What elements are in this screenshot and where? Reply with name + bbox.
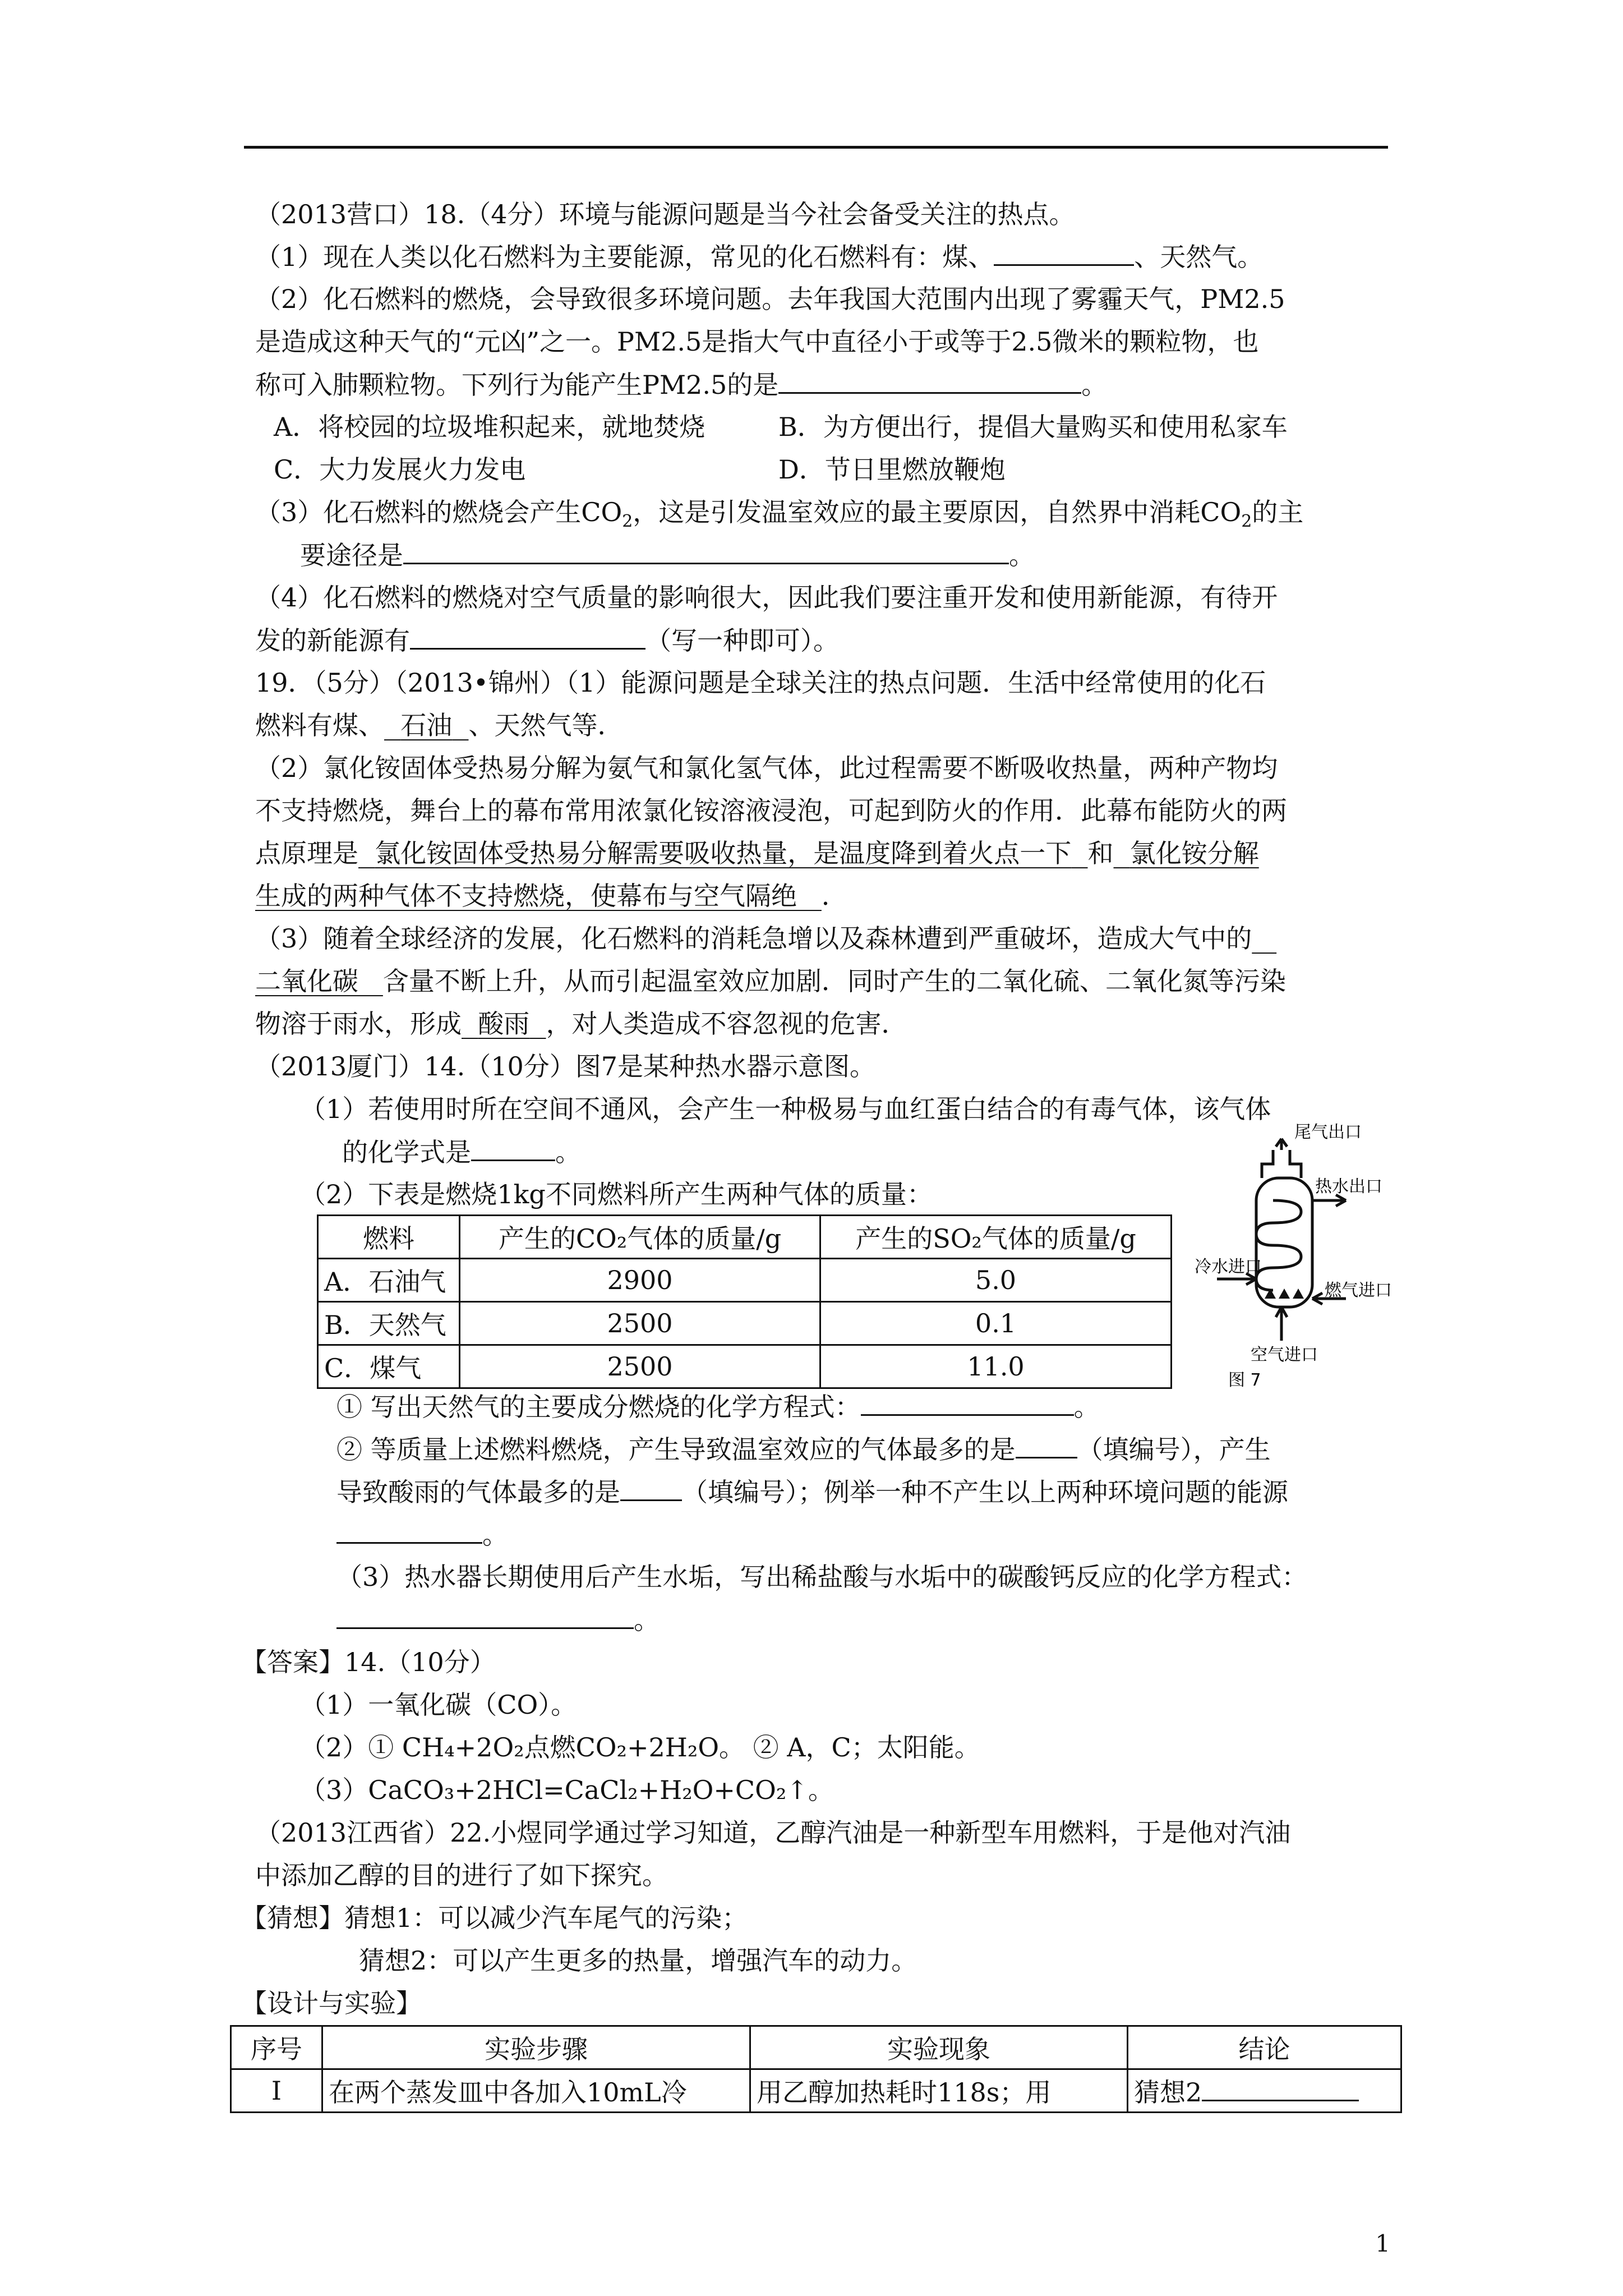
q14-blank-1[interactable] [471,1135,555,1161]
table-cell: A．石油气 [318,1259,460,1302]
q14-blank-2[interactable] [861,1389,1074,1416]
q22-guess2: 猜想2：可以产生更多的热量，增强汽车的动力。 [359,1945,917,1976]
table-cell: 0.1 [820,1302,1172,1345]
q18-blank-3[interactable] [403,538,1009,564]
page-number: 1 [1375,2230,1390,2257]
table-cell: 5.0 [820,1259,1172,1302]
table-header-cell: 产生的SO₂气体的质量/g [820,1216,1172,1259]
q14-blank-3[interactable] [1016,1432,1077,1458]
q19-line2: 燃料有煤、 石油 、天然气等． [255,710,624,740]
q18-option-a: A．将校园的垃圾堆积起来，就地焚烧 [274,412,706,442]
q18-title: （2013营口）18.（4分）环境与能源问题是当今社会备受关注的热点。 [255,199,1075,229]
q18-part4-line2: 发的新能源有 （写一种即可）。 [255,623,839,657]
table-cell: 2900 [460,1259,820,1302]
q22-design-heading: 【设计与实验】 [241,1988,422,2018]
q22-line2: 中添加乙醇的目的进行了如下探究。 [255,1860,668,1890]
q19-answer-3: 氯化铵分解 [1129,838,1259,868]
q14-part2: （2）下表是燃烧1kg不同燃料所产生两种气体的质量： [300,1179,933,1209]
q18-part4-line1: （4）化石燃料的燃烧对空气质量的影响很大，因此我们要注重开发和使用新能源，有待开 [255,582,1278,613]
figure-label-top: 尾气出口 [1294,1122,1362,1142]
table-header-cell: 燃料 [318,1216,460,1259]
table-header-row [318,1216,1172,1259]
q18-blank-4[interactable] [410,623,645,650]
q14-part1-line1: （1）若使用时所在空间不通风，会产生一种极易与血红蛋白结合的有毒气体，该气体 [300,1094,1271,1124]
q19-line6: 生成的两种气体不支持燃烧，使幕布与空气隔绝 ． [255,881,847,911]
q22-line1: （2013江西省）22.小煜同学通过学习知道，乙醇汽油是一种新型车用燃料，于是他对汽油 [255,1818,1291,1848]
q18-part3-line2: 要途径是 。 [300,538,1035,572]
table-cell: C．煤气 [318,1345,460,1388]
q18-blank-2[interactable] [778,367,1081,394]
table-row [231,2069,1401,2113]
q14-sub2-line3: 。 [336,1517,508,1552]
q22-experiment-table [230,2025,1402,2113]
table-cell: 猜想2 [1128,2069,1401,2113]
q18-option-b: B．为方便出行，提倡大量购买和使用私家车 [778,412,1288,442]
table-cell: 2500 [460,1302,820,1345]
table-cell: 在两个蒸发皿中各加入10mL冷 [322,2069,750,2113]
table-cell: 用乙醇加热耗时118s；用 [750,2069,1128,2113]
table-row [318,1302,1172,1345]
table-header-cell: 实验步骤 [322,2026,750,2069]
q19-line8: 二氧化碳 含量不断上升，从而引起温室效应加剧．同时产生的二氧化硫、二氧化氮等污染 [255,966,1286,996]
q19-line9: 物溶于雨水，形成 酸雨 ，对人类造成不容忽视的危害． [255,1009,907,1039]
q19-line1: 19．（5分）（2013•锦州）（1）能源问题是全球关注的热点问题．生活中经常使用的化石 [255,668,1266,698]
table-header-cell: 结论 [1128,2026,1401,2069]
answer-3: （3）CaCO₃+2HCl=CaCl₂+H₂O+CO₂↑。 [300,1775,834,1805]
q18-blank-1[interactable] [994,240,1134,266]
q18-option-d: D．节日里燃放鞭炮 [778,454,1006,485]
q14-part1-line2: 的化学式是 。 [342,1135,581,1169]
q18-part1: （1）现在人类以化石燃料为主要能源，常见的化石燃料有：煤、 、天然气。 [255,240,1263,274]
q19-answer-4: 二氧化碳 [255,966,358,996]
q14-sub2-line1: ② 等质量上述燃料燃烧，产生导致温室效应的气体最多的是 （填编号），产生 [336,1432,1271,1466]
answer-1: （1）一氧化碳（CO）。 [300,1690,577,1720]
table-header-cell: 产生的CO₂气体的质量/g [460,1216,820,1259]
table-header-cell: 序号 [231,2026,322,2069]
q18-part2-line2: 是造成这种天气的“元凶”之一。PM2.5是指大气中直径小于或等于2.5微米的颗粒物，也 [255,326,1259,357]
table-cell: B．天然气 [318,1302,460,1345]
table-cell: Ⅰ [231,2069,322,2113]
q22-blank-1[interactable] [1202,2075,1359,2101]
header-rule [244,146,1388,149]
q19-answer-5: 酸雨 [478,1009,530,1039]
q14-part3-blank-line: 。 [336,1603,660,1637]
answer-title: 【答案】14.（10分） [241,1647,496,1677]
table-header-cell: 实验现象 [750,2026,1128,2069]
table-row [318,1345,1172,1388]
water-heater-figure [1195,1122,1402,1397]
q14-blank-6[interactable] [336,1603,634,1629]
q22-guess1: 【猜想】猜想1：可以减少汽车尾气的污染； [241,1903,748,1933]
figure-label-cold: 冷水进口 [1195,1257,1262,1277]
table-cell: 11.0 [820,1345,1172,1388]
q14-sub2-line2: 导致酸雨的气体最多的是 （填编号）；例举一种不产生以上两种环境问题的能源 [336,1475,1288,1509]
q19-line4: 不支持燃烧，舞台上的幕布常用浓氯化铵溶液浸泡，可起到防火的作用．此幕布能防火的两 [255,795,1287,826]
q18-part2-line1: （2）化石燃料的燃烧，会导致很多环境问题。去年我国大范围内出现了雾霾天气，PM2.5 [255,284,1285,314]
q19-line3: （2）氯化铵固体受热易分解为氨气和氯化氢气体，此过程需要不断吸收热量，两种产物均 [255,753,1278,783]
table-header-row [231,2026,1401,2069]
q14-blank-4[interactable] [620,1475,682,1501]
q19-answer-1: 石油 [400,710,453,740]
table-cell: 2500 [460,1345,820,1388]
q14-fuel-table [317,1214,1172,1389]
figure-caption: 图 7 [1228,1370,1261,1390]
answer-2: （2）① CH₄+2O₂点燃CO₂+2H₂O。 ② A，C；太阳能。 [300,1732,980,1763]
q14-blank-5[interactable] [336,1517,482,1544]
q19-answer-2: 氯化铵固体受热易分解需要吸收热量，是温度降到着火点一下 [375,838,1072,868]
q14-title: （2013厦门）14.（10分）图7是某种热水器示意图。 [255,1051,876,1082]
figure-label-hot: 热水出口 [1315,1177,1382,1197]
figure-label-gas: 燃气进口 [1325,1281,1392,1300]
q19-line7: （3）随着全球经济的发展，化石燃料的消耗急增以及森林遭到严重破坏，造成大气中的 [255,923,1252,954]
q19-line5: 点原理是 氯化铵固体受热易分解需要吸收热量，是温度降到着火点一下 和 氯化铵分解 [255,838,1259,868]
q18-part3-line1: （3）化石燃料的燃烧会产生$CO_2$，这是引发温室效应的最主要原因，自然界中消耗$CO_2$的主 [255,497,1304,532]
figure-label-air: 空气进口 [1251,1345,1318,1365]
table-row [318,1259,1172,1302]
q18-option-c: C．大力发展火力发电 [274,454,526,485]
q14-sub1: ① 写出天然气的主要成分燃烧的化学方程式： 。 [336,1389,1100,1424]
q18-part2-line3: 称可入肺颗粒物。下列行为能产生PM2.5的是 。 [255,367,1107,402]
q14-part3: （3）热水器长期使用后产生水垢，写出稀盐酸与水垢中的碳酸钙反应的化学方程式： [336,1562,1308,1592]
